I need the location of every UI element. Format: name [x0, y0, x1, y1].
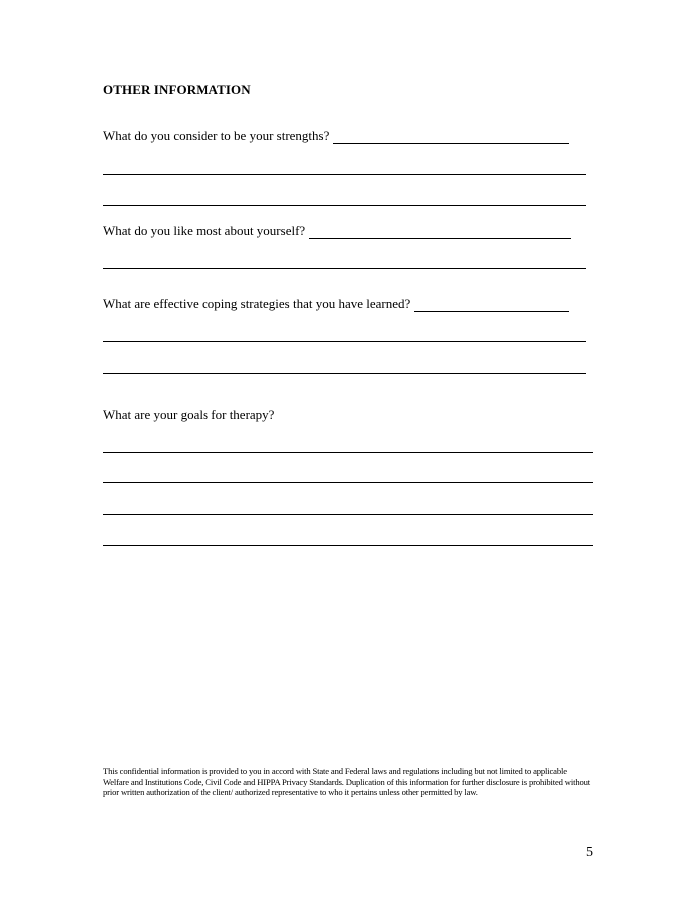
page-number: 5 [586, 845, 593, 860]
goals-answer-line-2[interactable] [103, 482, 593, 483]
coping-answer-line-2[interactable] [103, 341, 586, 342]
coping-answer-line-inline[interactable] [414, 299, 569, 312]
like-most-answer-line-2[interactable] [103, 268, 586, 269]
like-most-answer-line-inline[interactable] [309, 226, 571, 239]
strengths-answer-line-2[interactable] [103, 174, 586, 175]
strengths-answer-line-inline[interactable] [333, 131, 569, 144]
question-like-most-label: What do you like most about yourself? [103, 223, 306, 238]
question-coping-label: What are effective coping strategies that you have learned? [103, 296, 411, 311]
question-coping [103, 296, 569, 312]
goals-answer-line-3[interactable] [103, 514, 593, 515]
section-heading: OTHER INFORMATION [103, 82, 251, 97]
question-goals-label: What are your goals for therapy? [103, 407, 275, 422]
strengths-answer-line-3[interactable] [103, 205, 586, 206]
goals-answer-line-4[interactable] [103, 545, 593, 546]
confidentiality-disclaimer: This confidential information is provided to you in accord with State and Federal laws and regulations including but not limited to applicable Welfare and Institutions Code, Civil Code and HIPPA Privacy Standards. Duplication of this information for further disclosure is prohibited without prior written authorization of the client/ authorized representative to who it pertains unless other permitted by law. [103, 766, 591, 798]
question-goals [103, 407, 274, 423]
question-strengths-label: What do you consider to be your strengths? [103, 128, 330, 143]
question-strengths [103, 128, 569, 144]
coping-answer-line-3[interactable] [103, 373, 586, 374]
question-like-most [103, 223, 571, 239]
goals-answer-line-1[interactable] [103, 452, 593, 453]
